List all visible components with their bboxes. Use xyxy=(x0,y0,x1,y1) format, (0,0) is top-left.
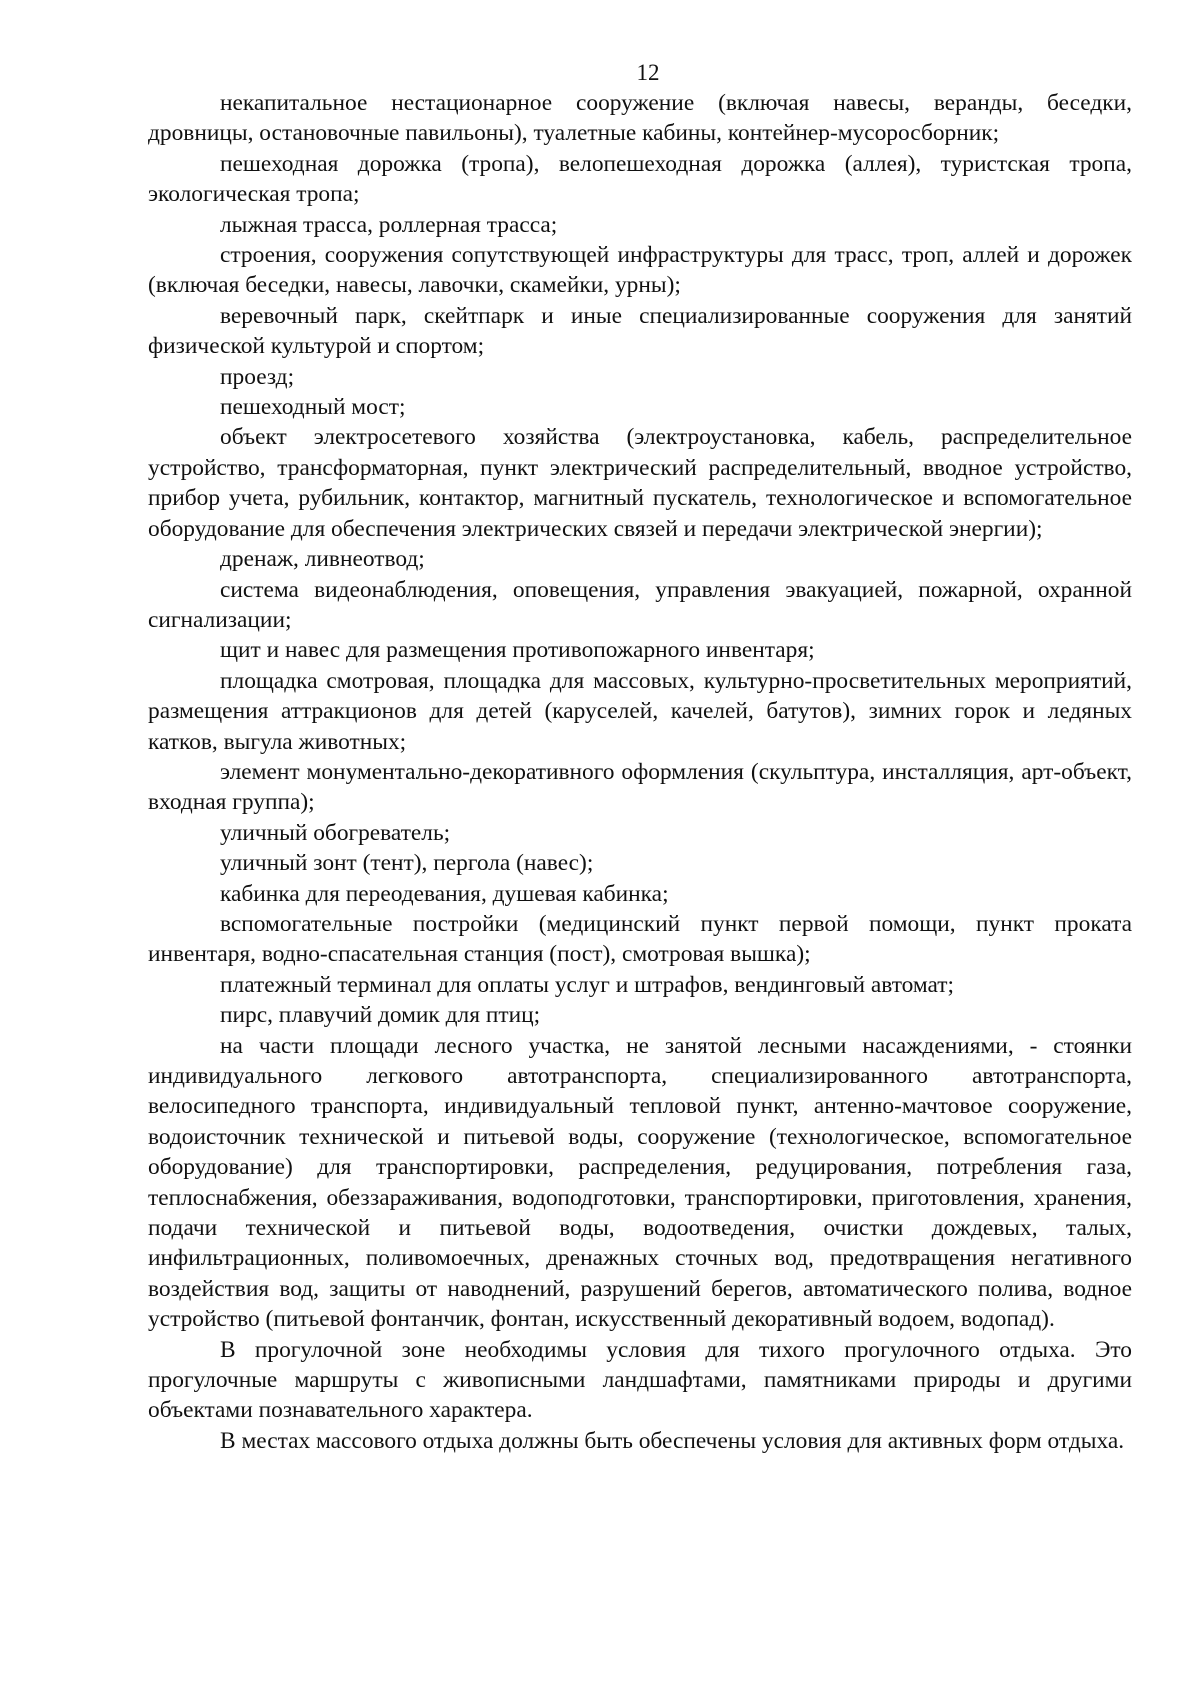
paragraph-monumental-decor: элемент монументально-декоративного оформления (скульптура, инсталляция, арт-объект, входная группа); xyxy=(148,758,1132,816)
paragraph-infrastructure-buildings: строения, сооружения сопутствующей инфраструктуры для трасс, троп, аллей и дорожек (включая беседки, навесы, лавочки, скамейки, урны); xyxy=(148,242,1132,299)
paragraph-changing-cabin: кабинка для переодевания, душевая кабинка; xyxy=(220,880,669,907)
paragraph-street-heater: уличный обогреватель; xyxy=(220,819,451,846)
paragraph-drainage: дренаж, ливнеотвод; xyxy=(220,546,425,573)
page-number: 12 xyxy=(636,60,660,85)
paragraph-walking-zone: В прогулочной зоне необходимы условия для тихого прогулочного отдыха. Это прогулочные маршруты с живописными ландшафтами, памятниками природы и другими объектами познавательного характера. xyxy=(148,1336,1132,1424)
paragraph-payment-terminal: платежный терминал для оплаты услуг и штрафов, вендинговый автомат; xyxy=(220,971,955,998)
paragraph-street-umbrella: уличный зонт (тент), пергола (навес); xyxy=(220,850,594,877)
paragraph-fire-equipment: щит и навес для размещения противопожарного инвентаря; xyxy=(220,637,815,664)
paragraph-rope-park: веревочный парк, скейтпарк и иные специализированные сооружения для занятий физической культурой и спортом; xyxy=(148,302,1132,360)
paragraph-driveway: проезд; xyxy=(220,363,295,390)
paragraph-video-surveillance: система видеонаблюдения, оповещения, управления эвакуацией, пожарной, охранной сигнализации; xyxy=(148,576,1132,633)
paragraph-pedestrian-path: пешеходная дорожка (тропа), велопешеходная дорожка (аллея), туристская тропа, экологическая тропа; xyxy=(148,150,1132,208)
paragraph-forest-plot-area: на части площади лесного участка, не занятой лесными насаждениями, - стоянки индивидуального легкового автотранспорта, специализированного автотранспорта, велосипедного транспорта, индивидуальный тепловой пункт, антенно-мачтовое сооружение, водоисточник технической и питьевой воды, сооружение (технологическое, вспомогательное оборудование) для транспортировки, распределения, редуцирования, потребления газа, теплоснабжения, обеззараживания, водоподготовки, транспортировки, приготовления, хранения, подачи технической и питьевой воды, водоотведения, очистки дождевых, талых, инфильтрационных, поливомоечных, дренажных сточных вод, предотвращения негативного воздействия вод, защиты от наводнений, разрушений берегов, автоматического полива, водное устройство (питьевой фонтанчик, фонтан, искусственный декоративный водоем, водопад). xyxy=(148,1032,1132,1333)
paragraph-electrical-grid: объект электросетевого хозяйства (электроустановка, кабель, распределительное устройство, трансформаторная, пункт электрический распределительный, вводное устройство, прибор учета, рубильник, контактор, магнитный пускатель, технологическое и вспомогательное оборудование для обеспечения электрических связей и передачи электрической энергии); xyxy=(148,424,1132,542)
paragraph-footbridge: пешеходный мост; xyxy=(220,394,406,421)
paragraph-auxiliary-buildings: вспомогательные постройки (медицинский пункт первой помощи, пункт проката инвентаря, водно-спасательная станция (пост), смотровая вышка); xyxy=(148,910,1132,968)
paragraph-mass-recreation: В местах массового отдыха должны быть обеспечены условия для активных форм отдыха. xyxy=(220,1427,1125,1454)
document-body xyxy=(148,88,1132,1456)
paragraph-nonpermanent-structure: некапитальное нестационарное сооружение (включая навесы, веранды, беседки, дровницы, остановочные павильоны), туалетные кабины, контейнер-мусоросборник; xyxy=(148,90,1132,147)
paragraph-pier: пирс, плавучий домик для птиц; xyxy=(220,1002,541,1029)
paragraph-viewing-platform: площадка смотровая, площадка для массовых, культурно-просветительных мероприятий, размещения аттракционов для детей (каруселей, качелей, батутов), зимних горок и ледяных катков, выгула животных; xyxy=(148,667,1132,755)
paragraph-ski-track: лыжная трасса, роллерная трасса; xyxy=(220,211,558,238)
